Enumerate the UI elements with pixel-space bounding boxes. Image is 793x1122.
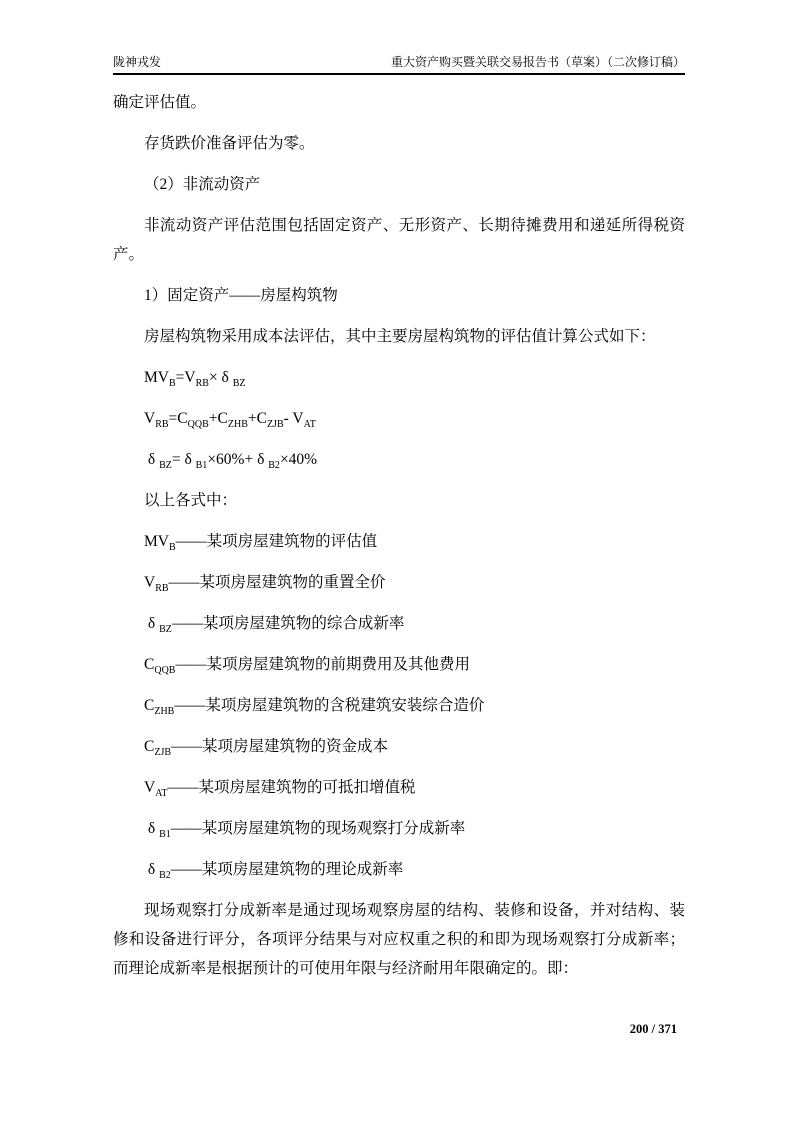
def-vrb [113, 568, 685, 597]
formula-vrb [113, 404, 685, 433]
text-run: δ [144, 861, 160, 878]
text-run: MV [144, 533, 169, 550]
subscript: ZHB [227, 419, 248, 431]
text-run: +C [247, 410, 267, 427]
page-header [113, 55, 685, 75]
text-run: 存货跌价准备评估为零。 [144, 135, 315, 152]
text-run: 现场观察打分成新率是通过现场观察房屋的结构、装修和设备，并对结构、装修和设备进行评分，各项评分结果与对应权重之积的和即为现场观察打分成新率；而理论成新率是根据预计的可使用年限与经济耐用年限确定的。即： [113, 902, 685, 977]
subscript: B [168, 542, 176, 554]
text-run: C [144, 738, 155, 755]
para-valuation-scope [113, 211, 685, 269]
subscript: AT [155, 788, 168, 800]
text-run: ——某项房屋建筑物的综合成新率 [171, 615, 405, 632]
header-company-name: 陇神戎发 [113, 55, 162, 69]
text-run: （2）非流动资产 [144, 176, 261, 193]
text-run: δ [144, 451, 160, 468]
para-cost-method [113, 322, 685, 351]
text-run: = δ [171, 451, 196, 468]
para-definitions-intro [113, 486, 685, 515]
text-run: 确定评估值。 [113, 94, 207, 111]
header-report-title: 重大资产购买暨关联交易报告书（草案）（二次修订稿） [390, 55, 685, 69]
para-inventory-provision [113, 129, 685, 158]
subscript: B1 [195, 460, 208, 472]
subscript: ZHB [154, 706, 175, 718]
text-run: 以上各式中： [144, 492, 238, 509]
text-run: =C [168, 410, 188, 427]
text-run: 房屋构筑物采用成本法评估，其中主要房屋构筑物的评估值计算公式如下： [144, 328, 656, 345]
text-run: C [144, 656, 155, 673]
text-run: δ [144, 820, 160, 837]
def-cqqb [113, 650, 685, 679]
subscript: B [168, 378, 176, 390]
subscript: B1 [159, 829, 171, 841]
text-run: ——某项房屋建筑物的现场观察打分成新率 [170, 820, 466, 837]
document-body [113, 88, 685, 983]
text-run: ——某项房屋建筑物的重置全价 [168, 574, 386, 591]
def-czjb [113, 732, 685, 761]
text-run: 非流动资产评估范围包括固定资产、无形资产、长期待摊费用和递延所得税资产。 [113, 217, 685, 263]
page-number: 200 / 371 [629, 1022, 677, 1036]
text-run: ——某项房屋建筑物的含税建筑安装综合造价 [174, 697, 485, 714]
heading-fixed-assets-buildings [113, 281, 685, 310]
subscript: RB [155, 583, 169, 595]
def-delta-b1 [113, 814, 685, 843]
subscript: ZJB [154, 747, 172, 759]
text-run: MV [144, 369, 169, 386]
def-delta-b2 [113, 855, 685, 884]
text-run: 1）固定资产——房屋构筑物 [144, 287, 338, 304]
def-delta-bz [113, 609, 685, 638]
text-run: ×60%+ δ [207, 451, 269, 468]
def-czhb [113, 691, 685, 720]
formula-mvb [113, 363, 685, 392]
def-vat [113, 773, 685, 802]
subscript: RB [155, 419, 169, 431]
formula-delta-bz [113, 445, 685, 474]
text-run: V [144, 574, 156, 591]
text-run: ——某项房屋建筑物的前期费用及其他费用 [175, 656, 470, 673]
text-run: =V [175, 369, 196, 386]
subscript: ZJB [266, 419, 284, 431]
text-run: ——某项房屋建筑物的理论成新率 [170, 861, 404, 878]
text-run: C [144, 697, 155, 714]
text-run: V [144, 410, 156, 427]
subscript: BZ [159, 460, 172, 472]
text-run: ——某项房屋建筑物的可抵扣增值税 [167, 779, 416, 796]
para-confirm-value [113, 88, 685, 117]
text-run: V [144, 779, 156, 796]
para-observation-rate [113, 896, 685, 983]
text-run: ——某项房屋建筑物的资金成本 [171, 738, 389, 755]
heading-non-current-assets [113, 170, 685, 199]
subscript: B2 [268, 460, 280, 472]
subscript: B2 [159, 870, 171, 882]
text-run: ——某项房屋建筑物的评估值 [175, 533, 378, 550]
text-run: × δ [208, 369, 233, 386]
subscript: BZ [159, 624, 172, 636]
def-mvb [113, 527, 685, 556]
subscript: BZ [232, 378, 246, 390]
subscript: AT [303, 419, 316, 431]
text-run: ×40% [279, 451, 318, 468]
subscript: QQB [154, 665, 176, 677]
text-run: - V [283, 410, 304, 427]
page-footer [630, 1022, 677, 1037]
text-run: +C [208, 410, 228, 427]
subscript: RB [195, 378, 209, 390]
text-run: δ [144, 615, 160, 632]
subscript: QQB [187, 419, 209, 431]
